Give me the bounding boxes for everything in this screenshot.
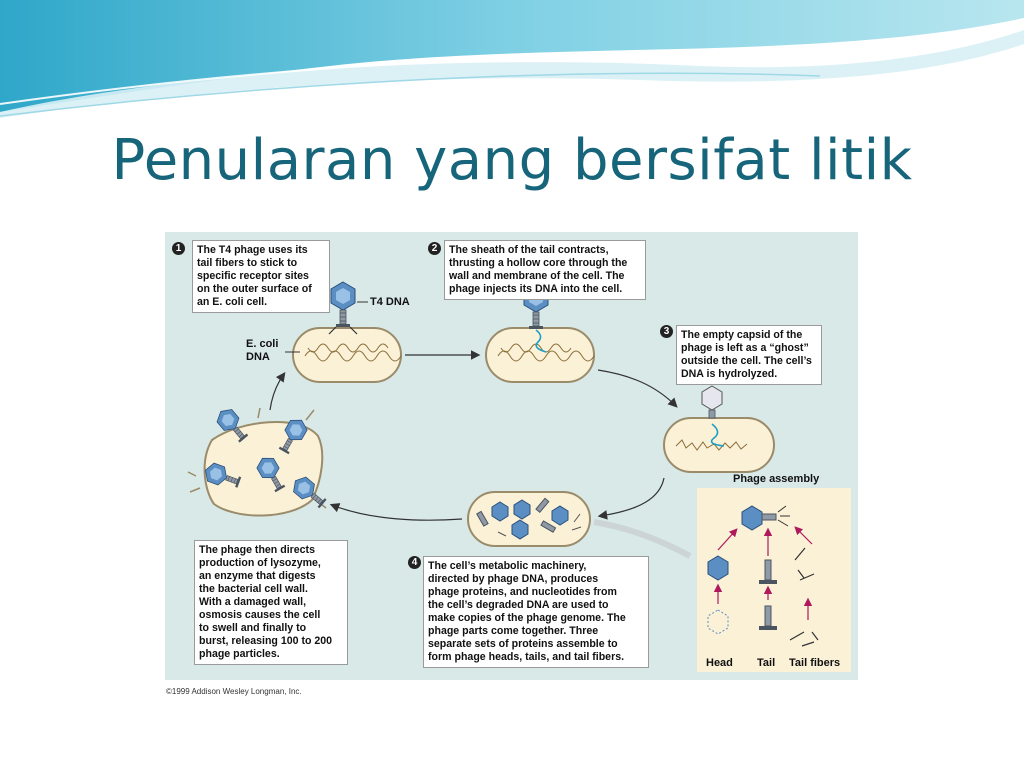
step-5-caption: The phage then directs production of lysozyme, an enzyme that digests the bacterial cell wall. With a damaged wall, osmosis causes the cell to swell and finally to burst, releasing 100 to 200 phage particles. xyxy=(194,540,348,665)
phage-tail-icon xyxy=(765,560,771,580)
tail-fibers-icon xyxy=(790,548,818,646)
bursting-cell xyxy=(188,405,329,515)
tail-fibers-label: Tail fibers xyxy=(789,657,841,669)
slide-title: Penularan yang bersifat litik xyxy=(111,128,913,193)
phage-head-icon xyxy=(708,556,728,580)
step-number: 1 xyxy=(172,242,185,255)
step-4-caption: The cell’s metabolic machinery, directed by phage DNA, produces phage proteins, and nucleotides from the cell’s degraded DNA are used to make copies of the phage genome. The phage parts come together. Three separate sets of proteins assemble to form phage heads, tails, and tail fibers. xyxy=(423,556,649,668)
phage-assembly-drawing xyxy=(708,506,818,646)
step-3-caption: The empty capsid of the phage is left as a “ghost” outside the cell. The cell’s DNA is hydrolyzed. xyxy=(676,325,822,385)
ecoli-cell-4 xyxy=(468,492,590,546)
phage-assembly-label: Phage assembly xyxy=(733,473,820,485)
step-number: 3 xyxy=(660,325,673,338)
head-label: Head xyxy=(706,657,733,669)
t4-phage-icon xyxy=(331,282,355,327)
t4-dna-label: T4 DNA xyxy=(370,296,410,308)
ecoli-dna-label: E. coli DNA xyxy=(246,338,279,363)
step-number: 2 xyxy=(428,242,441,255)
step-1-caption: The T4 phage uses its tail fibers to stick to specific receptor sites on the outer surface of an E. coli cell. xyxy=(192,240,330,313)
tail-label: Tail xyxy=(757,657,776,669)
ecoli-cell-3 xyxy=(664,386,774,472)
step-2-caption: The sheath of the tail contracts, thrusting a hollow core through the wall and membrane of the cell. The phage injects its DNA into the cell. xyxy=(444,240,646,300)
step-number: 4 xyxy=(408,556,421,569)
copyright-notice: ©1999 Addison Wesley Longman, Inc. xyxy=(166,687,302,696)
